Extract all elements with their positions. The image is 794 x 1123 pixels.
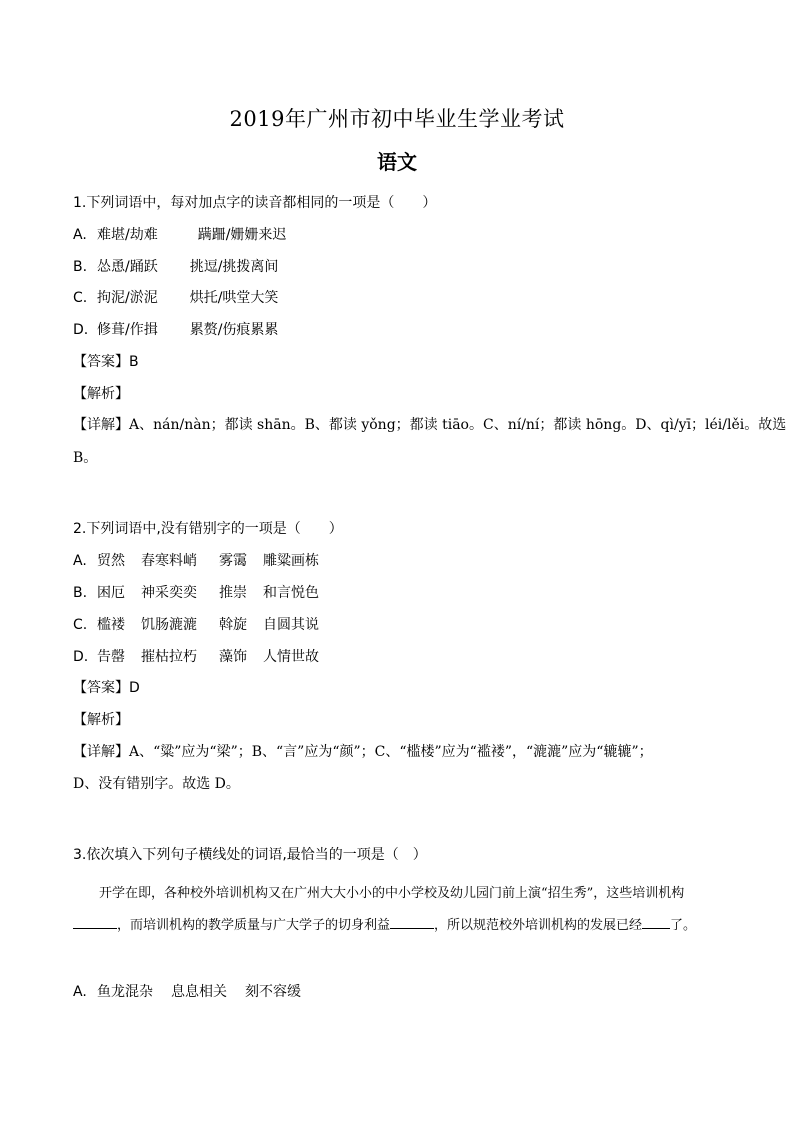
option-word: 人情世故 <box>263 649 319 665</box>
option-label: D. <box>73 649 89 665</box>
q1-option-d <box>73 320 300 340</box>
q2-option-d <box>73 647 341 667</box>
option-word: 推崇 <box>219 585 247 601</box>
exam-title: 2019年广州市初中毕业生学业考试 <box>229 107 565 131</box>
subject-title: 语文 <box>377 150 417 174</box>
q2-option-c <box>73 615 341 635</box>
detail-text: A、“粱”应为“梁”；B、“言”应为“颜”；C、“槛楼”应为“褴褛”，“漉漉”应为“辘辘”； <box>129 744 653 760</box>
q2-detail-line2: D、没有错别字。故选 D。 <box>73 776 240 792</box>
answer-tag: 【答案】 <box>73 680 129 696</box>
option-word: 息息相关 <box>171 984 227 1000</box>
option-word: 春寒料峭 <box>141 553 197 569</box>
option-word: 鱼龙混杂 <box>97 984 153 1000</box>
option-word: 烘托/哄堂大笑 <box>189 290 279 306</box>
q1-option-c <box>73 288 300 308</box>
q3-passage <box>73 878 728 942</box>
q2-option-a <box>73 551 341 571</box>
option-word: 告罄 <box>97 649 125 665</box>
option-word: 难堪/劫难 <box>97 227 158 243</box>
q1-answer <box>73 352 139 372</box>
option-word: 累赘/伤痕累累 <box>189 322 279 338</box>
option-word: 斡旋 <box>219 617 247 633</box>
passage-text: 开学在即，各种校外培训机构又在广州大大小小的中小学校及幼儿园门前上演“招生秀”，这些培训机构 <box>99 886 685 901</box>
q1-detail-line1 <box>73 415 786 435</box>
q2-option-b <box>73 583 341 603</box>
option-word: 槛褛 <box>97 617 125 633</box>
option-word: 挑逗/挑拨离间 <box>189 259 279 275</box>
q1-option-a <box>73 225 308 245</box>
answer-value: D <box>129 680 140 696</box>
option-label: A. <box>73 984 87 1000</box>
q1-detail-line2: B。 <box>73 450 98 466</box>
option-word: 修葺/作揖 <box>97 322 158 338</box>
answer-tag: 【答案】 <box>73 354 129 370</box>
q3-option-a <box>73 982 323 1002</box>
answer-value: B <box>129 354 139 370</box>
detail-text: A、nán/nàn；都读 shān。B、都读 yǒng；都读 tiāo。C、ní/ní；都读 hōng。D、qì/yī；léi/lěi。故选 <box>129 417 787 433</box>
q1-option-b <box>73 257 300 277</box>
option-word: 饥肠漉漉 <box>141 617 197 633</box>
q1-analysis-tag: 【解析】 <box>73 386 129 402</box>
option-word: 雕粱画栋 <box>263 553 319 569</box>
detail-tag: 【详解】 <box>73 744 129 760</box>
q2-detail-line1 <box>73 742 653 762</box>
option-word: 雾霭 <box>219 553 247 569</box>
detail-tag: 【详解】 <box>73 417 129 433</box>
option-word: 蹒跚/姗姗来迟 <box>197 227 287 243</box>
option-label: C. <box>73 290 88 306</box>
option-label: B. <box>73 259 88 275</box>
option-label: C. <box>73 617 88 633</box>
option-word: 自圆其说 <box>263 617 319 633</box>
option-word: 神采奕奕 <box>141 585 197 601</box>
option-label: D. <box>73 322 89 338</box>
option-word: 刻不容缓 <box>245 984 301 1000</box>
option-word: 藻饰 <box>219 649 247 665</box>
option-word: 困厄 <box>97 585 125 601</box>
passage-text: ，而培训机构的教学质量与广大学子的切身利益 <box>117 918 391 933</box>
q1-stem: 1.下列词语中，每对加点字的读音都相同的一项是（ ） <box>73 195 437 211</box>
q2-answer <box>73 678 140 698</box>
q2-analysis-tag: 【解析】 <box>73 712 129 728</box>
option-label: A. <box>73 553 87 569</box>
fill-blank <box>73 914 117 929</box>
option-label: B. <box>73 585 88 601</box>
option-word: 摧枯拉朽 <box>141 649 197 665</box>
passage-text: ，所以规范校外培训机构的发展已经 <box>434 918 643 933</box>
fill-blank <box>642 914 670 929</box>
option-word: 和言悦色 <box>263 585 319 601</box>
option-word: 怂恿/踊跃 <box>97 259 158 275</box>
option-word: 拘泥/淤泥 <box>97 290 158 306</box>
q3-stem: 3.依次填入下列句子横线处的词语,最恰当的一项是（ ） <box>73 847 427 863</box>
q2-stem: 2.下列词语中,没有错别字的一项是（ ） <box>73 521 343 537</box>
option-label: A. <box>73 227 87 243</box>
option-word: 贸然 <box>97 553 125 569</box>
passage-text: 了。 <box>670 918 697 933</box>
fill-blank <box>390 914 434 929</box>
